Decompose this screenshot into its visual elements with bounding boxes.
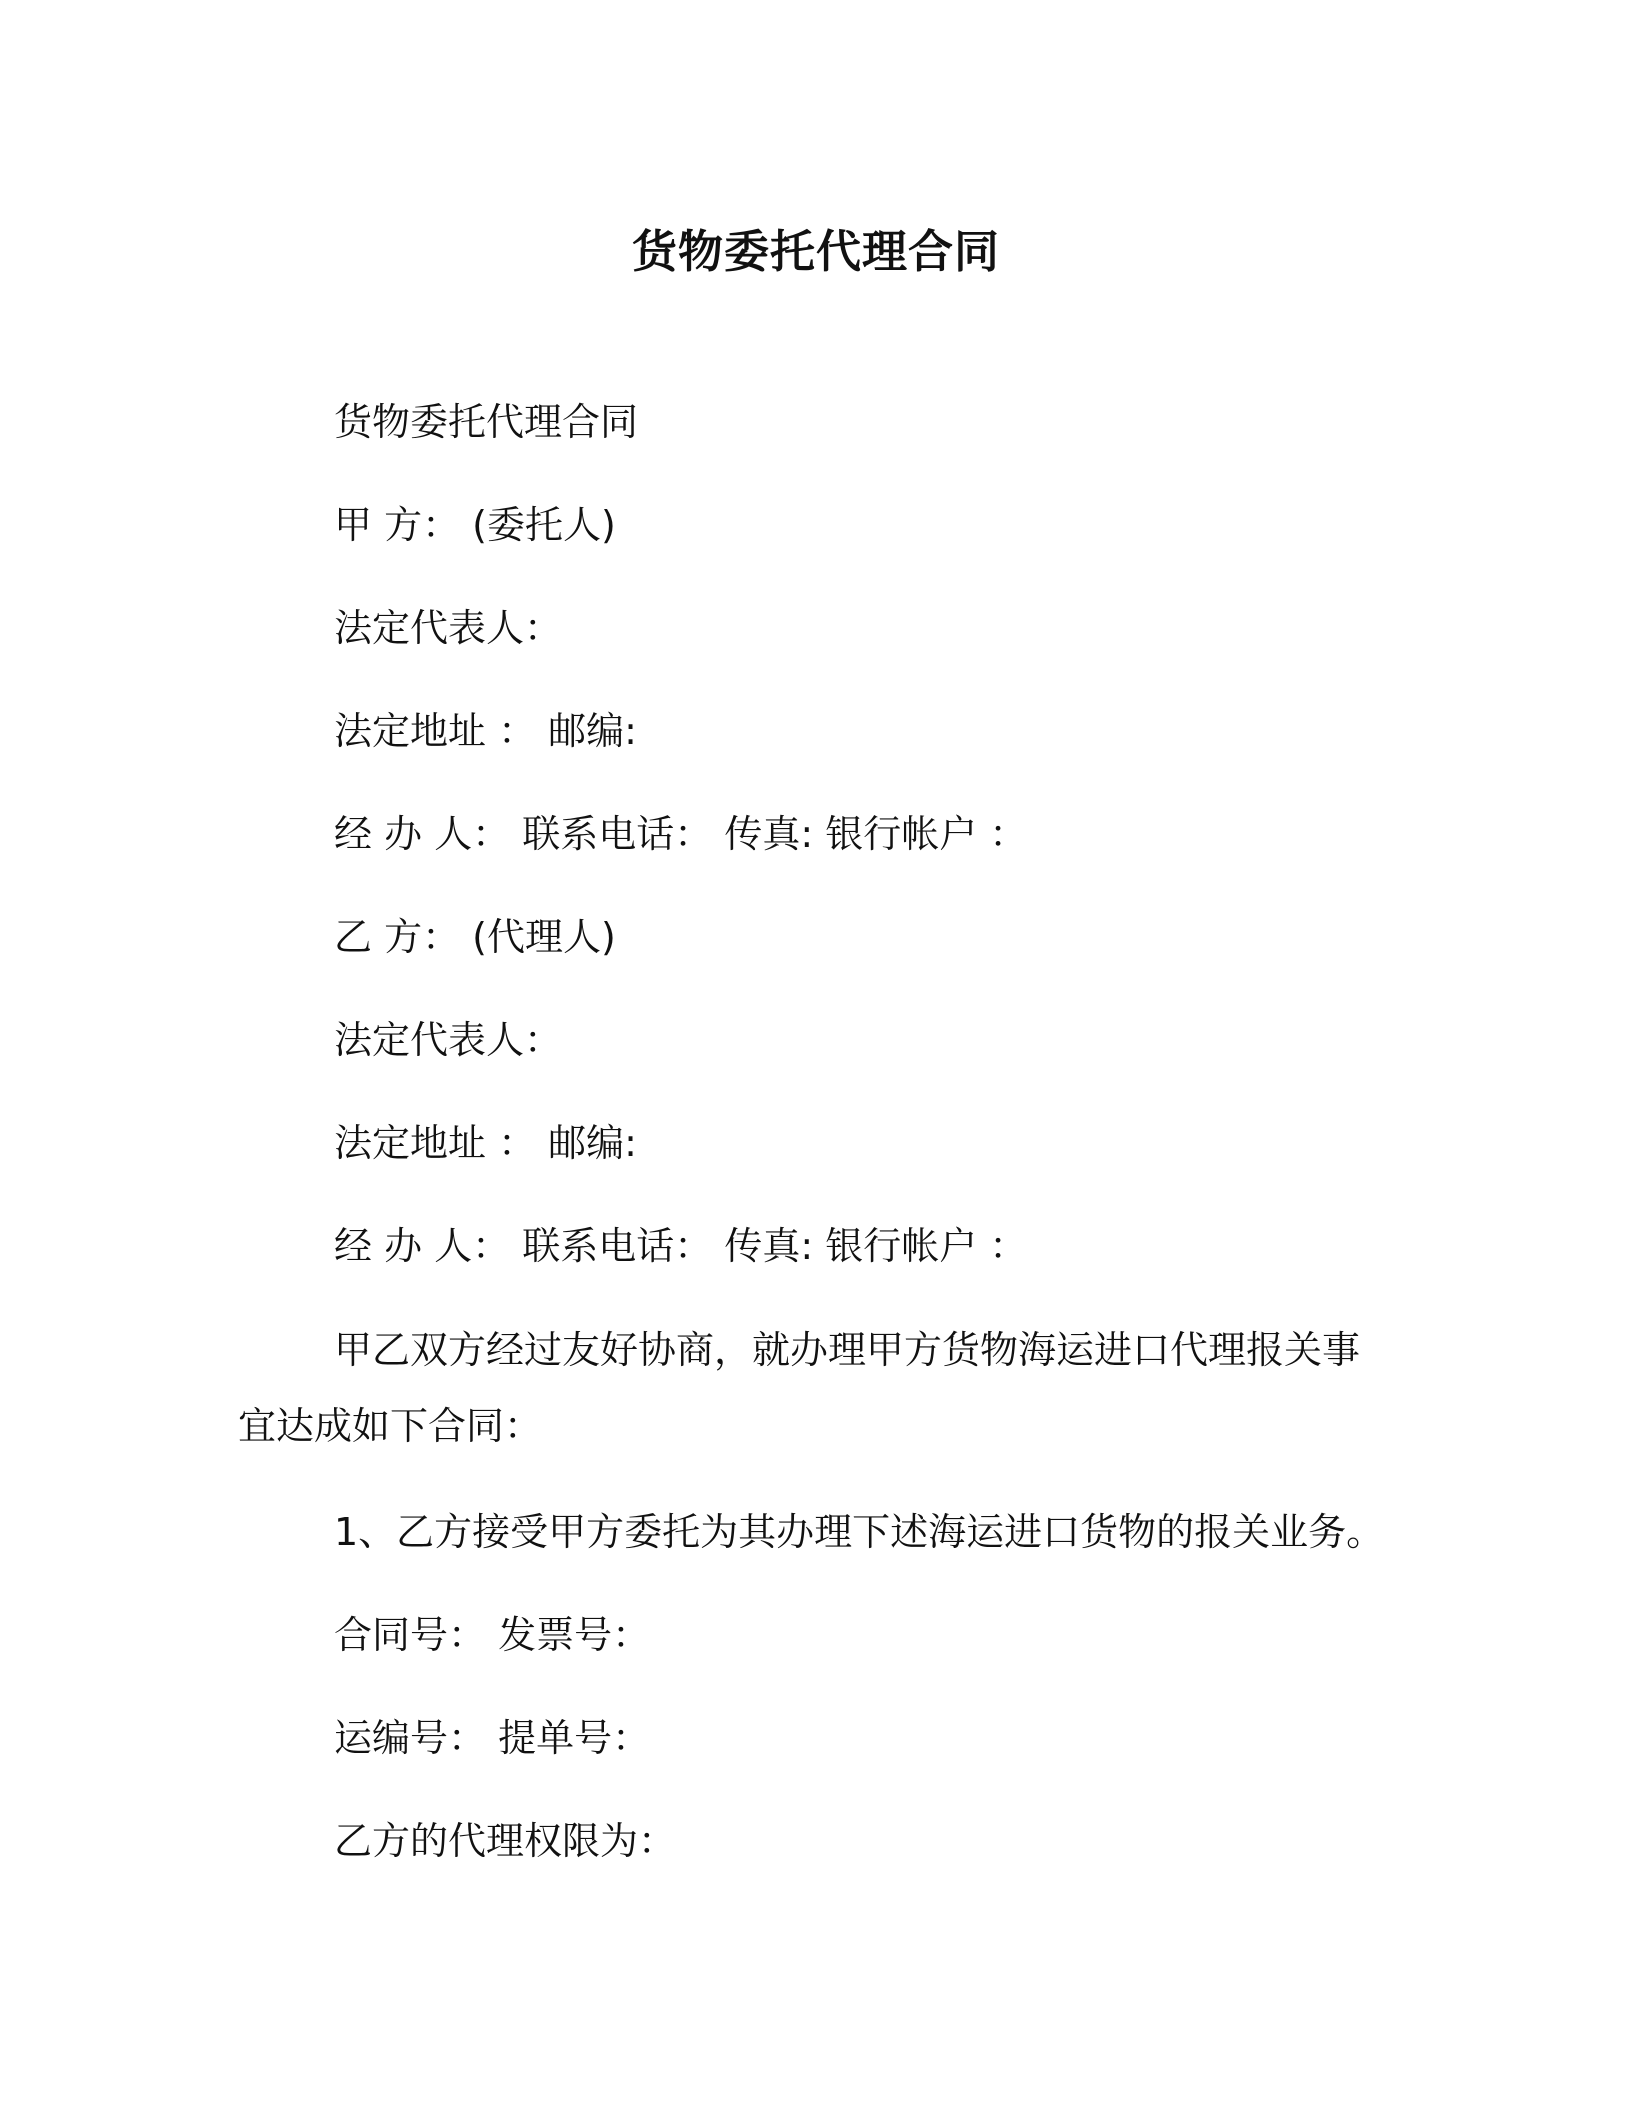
intro-paragraph: 甲乙双方经过友好协商，就办理甲方货物海运进口代理报关事宜达成如下合同： [238, 1328, 1361, 1448]
agency-scope-line: 乙方的代理权限为： [334, 1819, 677, 1863]
clause-1: 1、乙方接受甲方委托为其办理下述海运进口货物的报关业务。 [334, 1510, 1385, 1554]
party-a-legal-representative: 法定代表人： [334, 606, 563, 650]
party-a-legal-address: 法定地址 ： 邮编: [334, 709, 637, 753]
party-a-contact-line: 经 办 人： 联系电话： 传真: 银行帐户 ： [334, 812, 1028, 856]
party-b-contact-line: 经 办 人： 联系电话： 传真: 银行帐户 ： [334, 1224, 1028, 1268]
contract-invoice-line: 合同号： 发票号： [334, 1613, 651, 1657]
contract-name-line: 货物委托代理合同 [334, 400, 639, 444]
party-a-line: 甲 方： (委托人) [334, 503, 616, 547]
party-b-legal-representative: 法定代表人： [334, 1018, 563, 1062]
shipment-bill-line: 运编号： 提单号： [334, 1716, 651, 1760]
party-b-legal-address: 法定地址 ： 邮编: [334, 1121, 637, 1165]
party-b-line: 乙 方： (代理人) [334, 915, 616, 959]
document-title: 货物委托代理合同 [631, 225, 1000, 278]
